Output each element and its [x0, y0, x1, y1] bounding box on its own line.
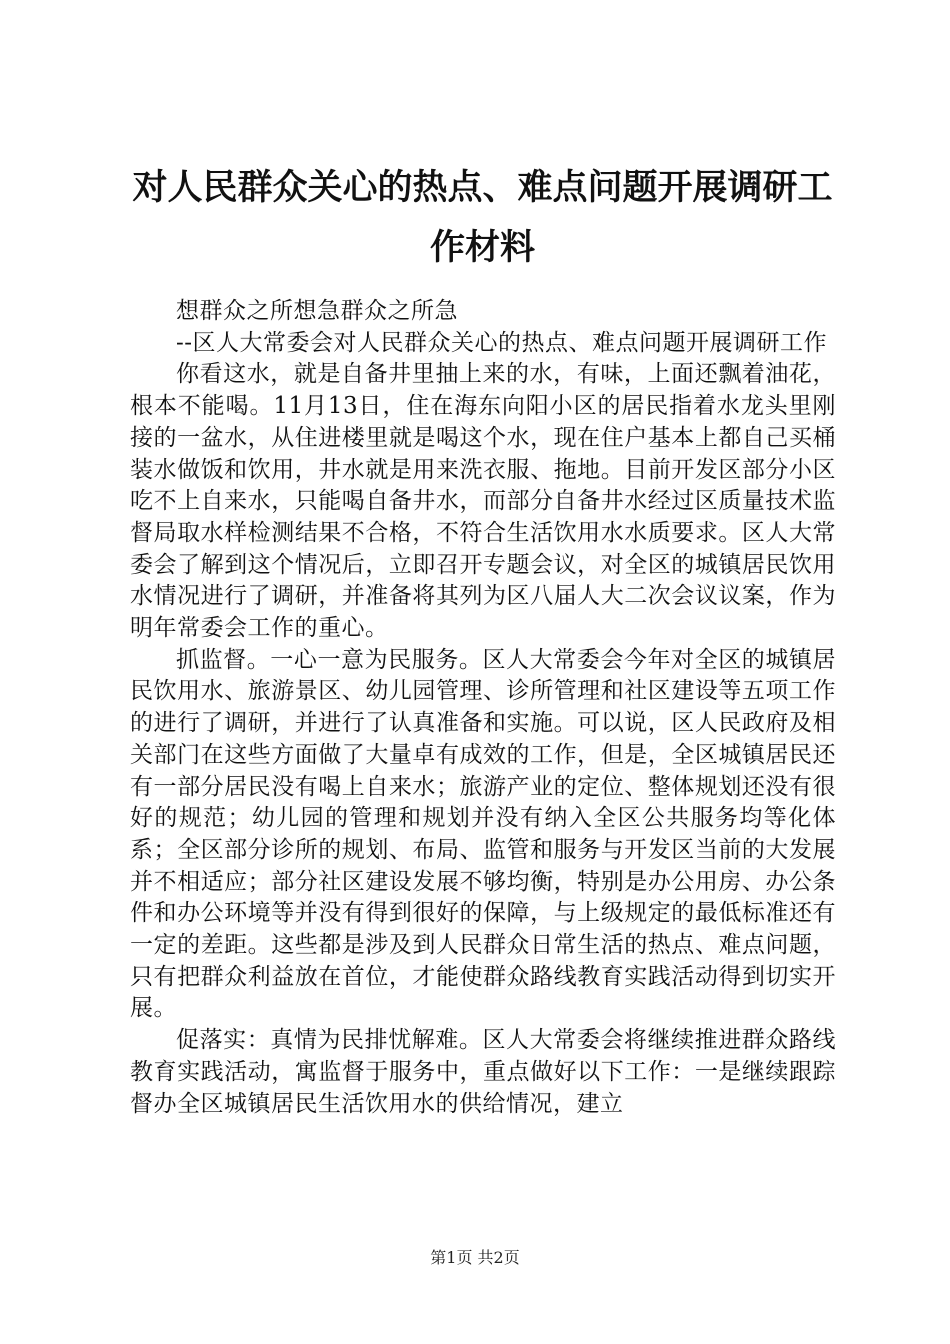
paragraph-supervision: 抓监督。一心一意为民服务。区人大常委会今年对全区的城镇居民饮用水、旅游景区、幼儿园管理、诊所管理和社区建设等五项工作的进行了调研，并进行了认真准备和实施。可以说，区人民政府及相关部门在这些方面做了大量卓有成效的工作，但是，全区城镇居民还有一部分居民没有喝上自来水；旅游产业的定位、整体规划还没有很好的规范；幼儿园的管理和规划并没有纳入全区公共服务均等化体系；全区部分诊所的规划、布局、监管和服务与开发区当前的大发展并不相适应；部分社区建设发展不够均衡，特别是办公用房、办公条件和办公环境等并没有得到很好的保障，与上级规定的最低标准还有一定的差距。这些都是涉及到人民群众日常生活的热点、难点问题，只有把群众利益放在首位，才能使群众路线教育实践活动得到切实开展。 — [130, 646, 836, 1022]
paragraph-implementation: 促落实：真情为民排忧解难。区人大常委会将继续推进群众路线教育实践活动，寓监督于服务中，重点做好以下工作：一是继续跟踪督办全区城镇居民生活饮用水的供给情况，建立 — [130, 1027, 836, 1117]
document-title: 对人民群众关心的热点、难点问题开展调研工作材料 — [132, 167, 833, 268]
paragraph-subtitle: 想群众之所想急群众之所急 — [176, 298, 458, 324]
paragraph-water-issue: 你看这水，就是自备井里抽上来的水，有味，上面还飘着油花，根本不能喝。11月13日，住在海东向阳小区的居民指着水龙头里刚接的一盆水，从住进楼里就是喝这个水，现在住户基本上都自己买桶装水做饭和饮用，井水就是用来洗衣服、拖地。目前开发区部分小区吃不上自来水，只能喝自备井水，而部分自备井水经过区质量技术监督局取水样检测结果不合格，不符合生活饮用水水质要求。区人大常委会了解到这个情况后，立即召开专题会议，对全区的城镇居民饮用水情况进行了调研，并准备将其列为区八届人大二次会议议案，作为明年常委会工作的重心。 — [130, 361, 836, 642]
document-body — [130, 296, 836, 1120]
paragraph-byline: --区人大常委会对人民群众关心的热点、难点问题开展调研工作 — [176, 329, 828, 356]
page-number-footer: 第1页 共2页 — [430, 1248, 520, 1267]
